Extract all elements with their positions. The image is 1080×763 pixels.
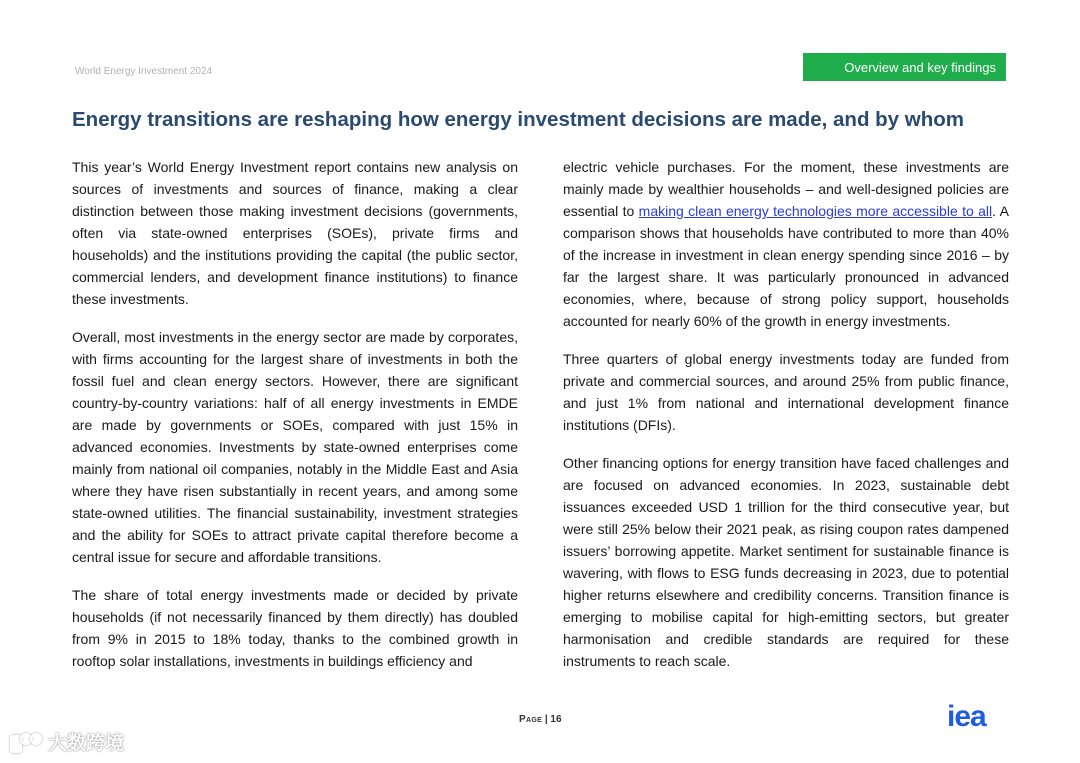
section-tab bbox=[803, 53, 1006, 81]
page-title: Energy transitions are reshaping how energy investment decisions are made, and by whom bbox=[72, 108, 965, 131]
page-separator: | bbox=[542, 714, 551, 725]
paragraph: Overall, most investments in the energy sector are made by corporates, with firms accounting for the largest share of investments in both the fossil fuel and clean energy sectors. However, there are significant country-by-country variations: half of all energy investments in EMDE are made by governments or SOEs, compared with just 15% in advanced economies. Investments by state-owned enterprises come mainly from national oil companies, notably in the Middle East and Asia where they have risen substantially in recent years, and among some state-owned utilities. The financial sustainability, investment strategies and the ability for SOEs to attract private capital therefore become a central issue for secure and affordable transitions. bbox=[72, 329, 518, 565]
paragraph bbox=[563, 156, 1009, 332]
page-number bbox=[519, 714, 562, 725]
left-column bbox=[72, 156, 518, 688]
running-header-report-name: World Energy Investment 2024 bbox=[75, 66, 213, 77]
page-number-value: 16 bbox=[550, 714, 562, 725]
kooo-logo-icon bbox=[8, 731, 44, 753]
right-column bbox=[563, 156, 1009, 688]
page-label: Page bbox=[519, 714, 543, 725]
paragraph: The share of total energy investments made or decided by private households (if not necessarily financed by them directly) has doubled from 9% in 2015 to 18% today, thanks to the combined growth in rooftop solar installations, investments in buildings efficiency and bbox=[72, 587, 518, 669]
iea-logo: iea bbox=[947, 700, 986, 733]
watermark bbox=[8, 728, 124, 755]
paragraph-text: electric vehicle purchases. For the moment, these investments are mainly made by wealthier households – and well-designed policies are essential to bbox=[563, 159, 1009, 219]
paragraph: This year’s World Energy Investment report contains new analysis on sources of investments and sources of finance, making a clear distinction between those making investment decisions (governments, often via state-owned enterprises (SOEs), private firms and households) and the institutions providing the capital (the public sector, commercial lenders, and development finance institutions) to finance these investments. bbox=[72, 159, 518, 307]
paragraph: Other financing options for energy transition have faced challenges and are focused on advanced economies. In 2023, sustainable debt issuances exceeded USD 1 trillion for the third consecutive year, but were still 25% below their 2021 peak, as rising coupon rates dampened issuers’ borrowing appetite. Market sentiment for sustainable finance is wavering, with flows to ESG funds decreasing in 2023, due to potential higher returns elsewhere and credibility concerns. Transition finance is emerging to mobilise capital for high-emitting sectors, but greater harmonisation and credible standards are required for these instruments to reach scale. bbox=[563, 455, 1009, 669]
paragraph: Three quarters of global energy investments today are funded from private and commercial sources, and around 25% from public finance, and just 1% from national and international development finance institutions (DFIs). bbox=[563, 351, 1009, 433]
paragraph-text: . A comparison shows that households have contributed to more than 40% of the increase in investment in clean energy spending since 2016 – by far the largest share. It was particularly pronounced in advanced economies, where, because of strong policy support, households accounted for nearly 60% of the growth in energy investments. bbox=[563, 203, 1009, 329]
section-tab-label: Overview and key findings bbox=[844, 59, 996, 75]
watermark-text: 大数跨境 bbox=[48, 733, 125, 754]
accessible-clean-energy-link[interactable]: making clean energy technologies more accessible to all bbox=[638, 203, 993, 219]
